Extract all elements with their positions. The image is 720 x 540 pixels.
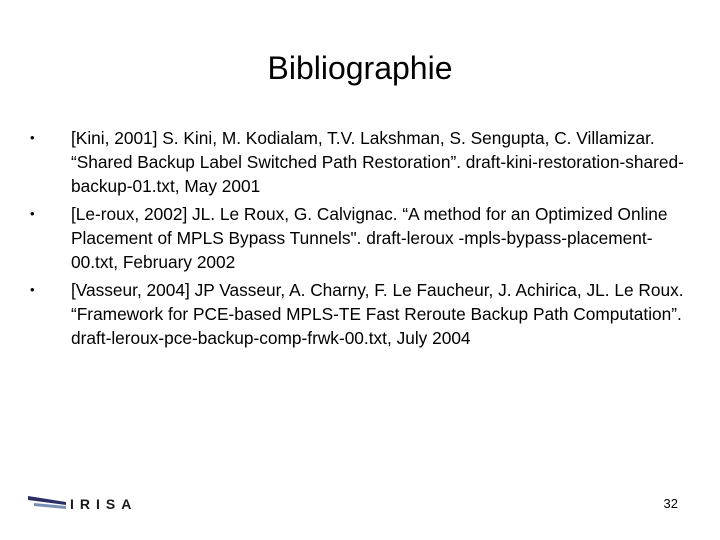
logo-text: IRISA bbox=[70, 496, 138, 512]
list-item bbox=[26, 278, 686, 350]
list-item bbox=[26, 126, 686, 198]
irisa-logo-icon bbox=[28, 494, 66, 512]
list-item bbox=[26, 202, 686, 274]
reference-text: [Le-roux, 2002] JL. Le Roux, G. Calvignac. “A method for an Optimized Online Placement of MPLS Bypass Tunnels". draft-leroux -mpls-bypass-placement-00.txt, February 2002 bbox=[71, 204, 668, 272]
bullet-icon: • bbox=[30, 130, 35, 145]
bullet-icon: • bbox=[30, 282, 35, 297]
slide-title: Bibliographie bbox=[267, 50, 453, 86]
bullet-icon: • bbox=[30, 206, 35, 221]
reference-text: [Kini, 2001] S. Kini, M. Kodialam, T.V. Lakshman, S. Sengupta, C. Villamizar. “Shared Backup Label Switched Path Restoration”. draft-kini-restoration-shared-backup-01.txt, May 2001 bbox=[71, 128, 684, 196]
irisa-logo bbox=[28, 494, 138, 514]
reference-text: [Vasseur, 2004] JP Vasseur, A. Charny, F. Le Faucheur, J. Achirica, JL. Le Roux. “Framework for PCE-based MPLS-TE Fast Reroute Backup Path Computation”. draft-leroux-pce-backup-comp-frwk-00.txt, July 2004 bbox=[71, 280, 684, 348]
page-number: 32 bbox=[663, 496, 678, 511]
bibliography-list bbox=[26, 126, 686, 354]
